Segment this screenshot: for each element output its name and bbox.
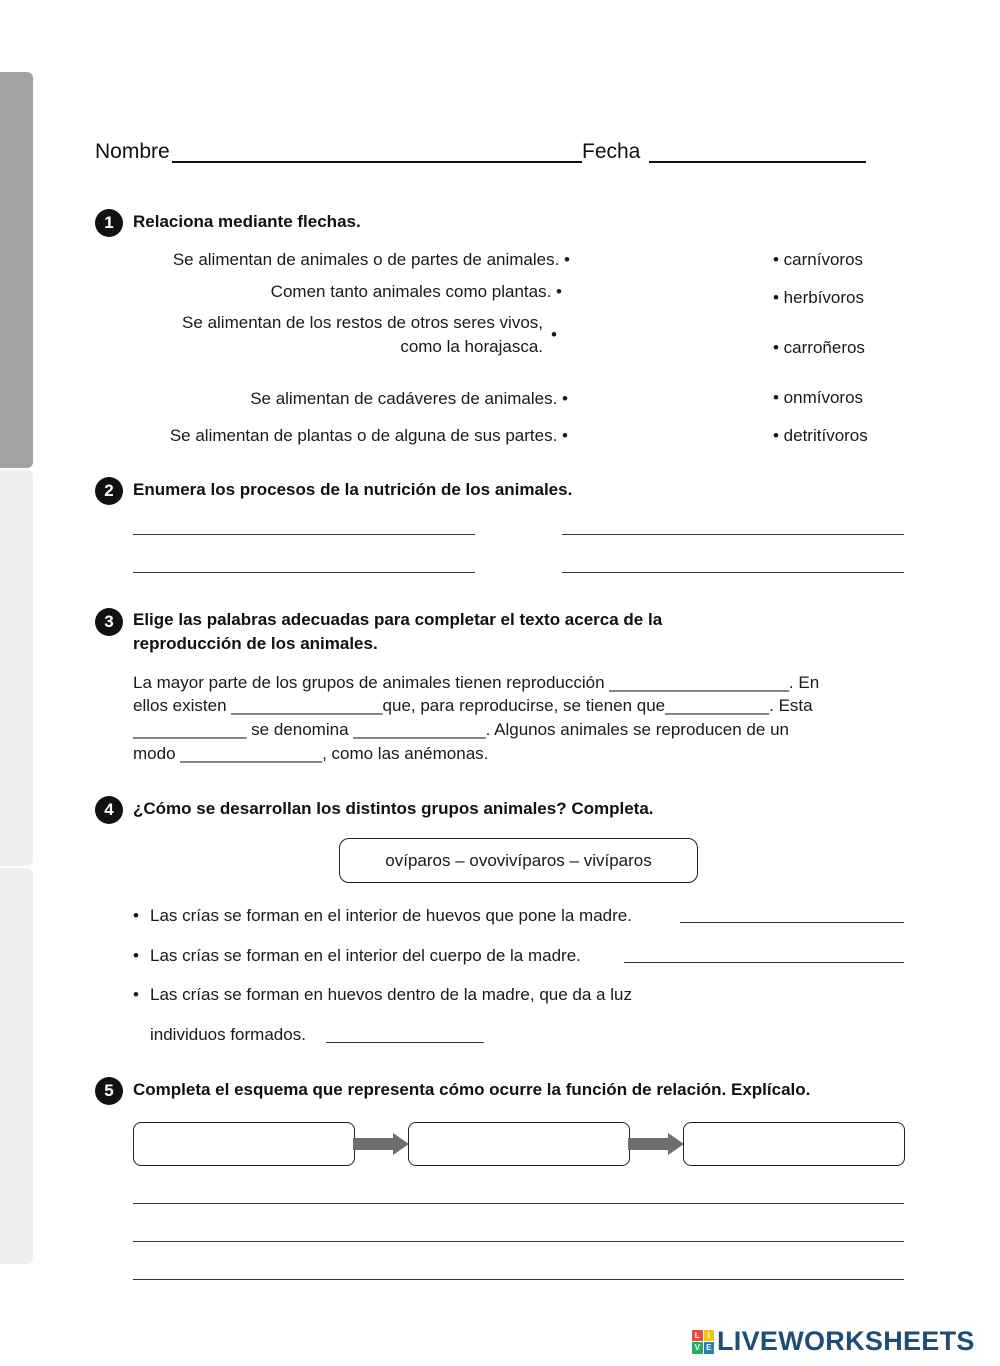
- q4-item-2: [133, 944, 581, 968]
- q4-item-1-text: Las crías se forman en el interior de huevos que pone la madre.: [150, 906, 632, 925]
- logo-letter: L: [692, 1330, 703, 1342]
- arrow-right-icon: [353, 1133, 409, 1155]
- q4-item-3-text: Las crías se forman en huevos dentro de la madre, que da a luz: [150, 985, 632, 1004]
- q4-answer-line-3[interactable]: [326, 1042, 484, 1043]
- q1-right-item-4[interactable]: • onmívoros: [773, 388, 864, 407]
- q3-text-line-3[interactable]: ____________ se denomina ______________. Algunos animales se reproducen de un: [133, 720, 789, 739]
- logo-letter: V: [692, 1342, 703, 1354]
- logo-letter: I: [704, 1330, 715, 1342]
- q2-answer-line[interactable]: [133, 572, 475, 573]
- q2-answer-line[interactable]: [562, 572, 904, 573]
- q4-word-bank-text: ovíparos – ovovivíparos – vivíparos: [385, 850, 652, 870]
- date-label: Fecha: [582, 140, 641, 163]
- bullet: •: [133, 906, 139, 925]
- q1-right-item-1[interactable]: • carnívoros: [773, 250, 864, 269]
- name-input-line[interactable]: [172, 161, 582, 163]
- bullet: •: [133, 946, 139, 965]
- q5-title: Completa el esquema que representa cómo ocurre la función de relación. Explícalo.: [133, 1080, 811, 1099]
- q1-left-item-3-bullet[interactable]: •: [551, 325, 557, 344]
- q3-text-line-2[interactable]: ellos existen ________________que, para reproducirse, se tienen que___________. Esta: [133, 696, 813, 715]
- q1-left-item-3b[interactable]: como la horajasca.: [400, 337, 543, 356]
- q5-answer-line[interactable]: [133, 1203, 904, 1204]
- side-tab-active: [0, 72, 33, 468]
- q1-right-item-2[interactable]: • herbívoros: [773, 288, 864, 307]
- flow-box-2[interactable]: [408, 1122, 630, 1166]
- q4-title: ¿Cómo se desarrollan los distintos grupos animales? Completa.: [133, 799, 654, 818]
- question-number-1: 1: [95, 209, 123, 237]
- q4-answer-line-2[interactable]: [624, 962, 904, 963]
- q1-title: Relaciona mediante flechas.: [133, 212, 361, 231]
- flow-box-3[interactable]: [683, 1122, 905, 1166]
- liveworksheets-logo-icon: [692, 1330, 714, 1354]
- side-tab: [0, 470, 33, 866]
- question-number-2: 2: [95, 477, 123, 505]
- q1-left-item-3a[interactable]: Se alimentan de los restos de otros seres vivos,: [182, 313, 543, 332]
- q5-answer-line[interactable]: [133, 1241, 904, 1242]
- q4-item-3-continuation: individuos formados.: [150, 1025, 306, 1044]
- q2-answer-line[interactable]: [562, 534, 904, 535]
- liveworksheets-brand: [692, 1326, 975, 1357]
- flow-box-1[interactable]: [133, 1122, 355, 1166]
- q5-answer-line[interactable]: [133, 1279, 904, 1280]
- q3-text-line-1[interactable]: La mayor parte de los grupos de animales tienen reproducción ___________________. En: [133, 673, 820, 692]
- q4-answer-line-1[interactable]: [680, 922, 904, 923]
- q1-left-item-2[interactable]: Comen tanto animales como plantas. •: [270, 282, 562, 301]
- q1-right-item-5[interactable]: • detritívoros: [773, 426, 868, 445]
- q1-left-item-1[interactable]: Se alimentan de animales o de partes de animales. •: [172, 250, 570, 269]
- question-number-5: 5: [95, 1077, 123, 1105]
- q1-right-item-3[interactable]: • carroñeros: [773, 338, 865, 357]
- question-number-4: 4: [95, 796, 123, 824]
- q3-title-line-2: reproducción de los animales.: [133, 634, 378, 653]
- brand-name: LIVEWORKSHEETS: [717, 1326, 975, 1356]
- q4-item-3: [133, 983, 632, 1007]
- side-tab: [0, 868, 33, 1264]
- q1-left-item-4[interactable]: Se alimentan de cadáveres de animales. •: [250, 389, 568, 408]
- date-input-line[interactable]: [649, 161, 866, 163]
- q4-word-bank: [339, 838, 698, 883]
- logo-letter: E: [704, 1342, 715, 1354]
- q4-item-2-text: Las crías se forman en el interior del cuerpo de la madre.: [150, 946, 581, 965]
- q2-title: Enumera los procesos de la nutrición de los animales.: [133, 480, 573, 499]
- q1-left-item-5[interactable]: Se alimentan de plantas o de alguna de sus partes. •: [169, 426, 568, 445]
- q3-title-line-1: Elige las palabras adecuadas para completar el texto acerca de la: [133, 610, 663, 629]
- q4-item-1: [133, 904, 632, 928]
- bullet: •: [133, 985, 139, 1004]
- question-number-3: 3: [95, 608, 123, 636]
- q3-text-line-4[interactable]: modo _______________, como las anémonas.: [133, 744, 489, 763]
- q2-answer-line[interactable]: [133, 534, 475, 535]
- arrow-right-icon: [628, 1133, 684, 1155]
- name-label: Nombre: [95, 140, 170, 163]
